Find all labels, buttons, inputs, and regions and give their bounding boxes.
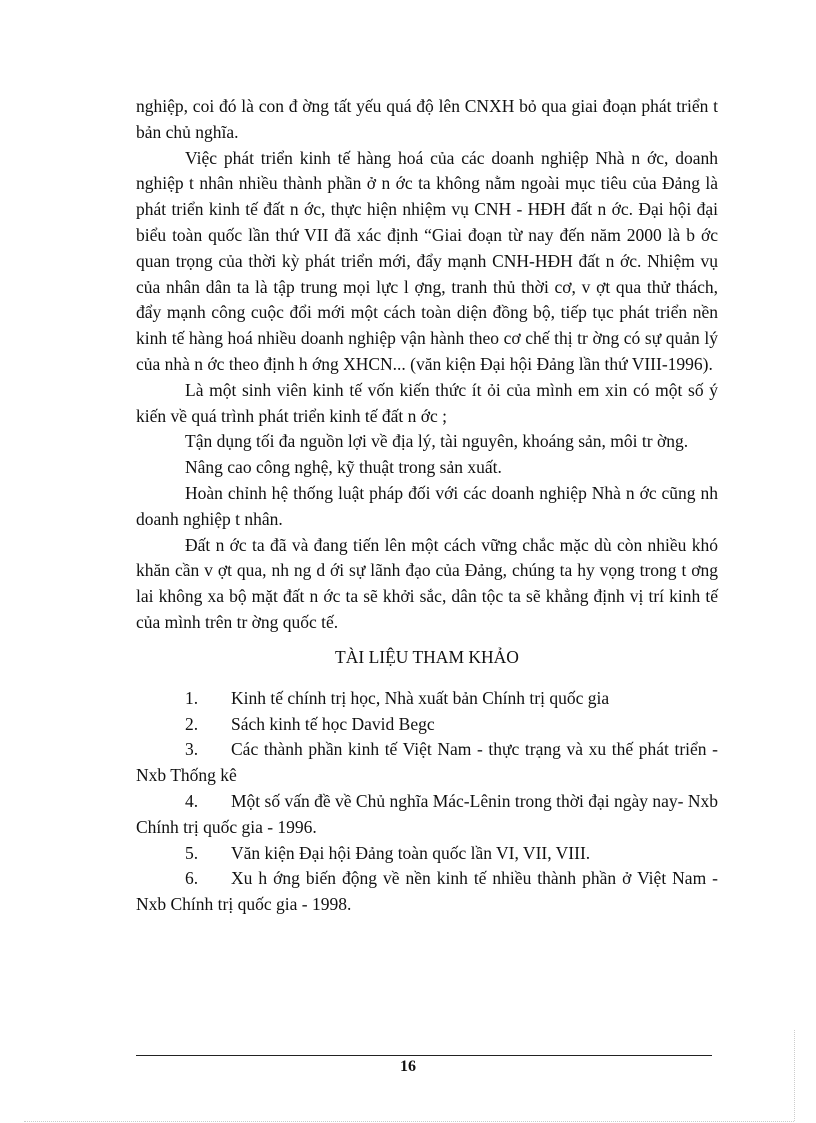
reference-number: 1. (185, 687, 199, 708)
reference-item (136, 789, 718, 841)
paragraph: Đất n ớc ta đã và đang tiến lên một cách vững chắc mặc dù còn nhiều khó khăn cần v ợt qua, nh ng d ới sự lãnh đạo của Đảng, chúng ta hy vọng trong t ơng lai không xa bộ mặt đất n ớc ta sẽ khởi sắc, dân tộc ta sẽ khẳng định vị trí kinh tế của mình trên tr ờng quốc tế. (136, 534, 718, 632)
document-body (136, 94, 718, 918)
reference-item (136, 712, 718, 738)
page-edge-border (794, 1030, 795, 1121)
reference-number: 2. (185, 713, 199, 734)
page-number: 16 (400, 1058, 416, 1075)
paragraph: Hoàn chỉnh hệ thống luật pháp đối với các doanh nghiệp Nhà n ớc cũng nh doanh nghiệp t nhân. (136, 482, 718, 529)
reference-text: Văn kiện Đại hội Đảng toàn quốc lần VI, VII, VIII. (231, 842, 591, 863)
reference-item (136, 686, 718, 712)
footer-divider (136, 1055, 712, 1056)
paragraph-continuation: nghiệp, coi đó là con đ ờng tất yếu quá độ lên CNXH bỏ qua giai đoạn phát triển t bản chủ nghĩa. (136, 96, 718, 142)
paragraph: Việc phát triển kinh tế hàng hoá của các doanh nghiệp Nhà n ớc, doanh nghiệp t nhân nhiều thành phần ở n ớc ta không nằm ngoài mục tiêu của Đảng là phát triển kinh tế đất n ớc, thực hiện nhiệm vụ CNH - HĐH đất n ớc. Đại hội đại biểu toàn quốc lần thứ VII đã xác định “Giai đoạn từ nay đến năm 2000 là b ớc quan trọng của thời kỳ phát triển mới, đẩy mạnh CNH-HĐH đất n ớc. Nhiệm vụ của nhân dân ta là tập trung mọi lực l ợng, tranh thủ thời cơ, v ợt qua thử thách, đẩy mạnh công cuộc đổi mới một cách toàn diện đồng bộ, tiếp tục phát triển nền kinh tế hàng hoá nhiều doanh nghiệp vận hành theo cơ chế thị tr ờng có sự quản lý của nhà n ớc theo định h ớng XHCN... (văn kiện Đại hội Đảng lần thứ VIII-1996). (136, 147, 718, 374)
page-edge-border (24, 1121, 794, 1122)
reference-number: 5. (185, 842, 199, 863)
reference-text: Kinh tế chính trị học, Nhà xuất bản Chính trị quốc gia (231, 687, 610, 708)
references-list (136, 686, 718, 918)
reference-text: Xu h ớng biến động về nền kinh tế nhiều thành phần ở Việt Nam - Nxb Chính trị quốc gia - 1998. (136, 868, 718, 915)
reference-item (136, 841, 718, 867)
reference-number: 6. (185, 868, 199, 889)
reference-text: Sách kinh tế học David Begc (231, 713, 435, 734)
reference-number: 3. (185, 739, 199, 760)
paragraph: Là một sinh viên kinh tế vốn kiến thức ít ỏi của mình em xin có một số ý kiến về quá trình phát triển kinh tế đất n ớc ; (136, 379, 718, 426)
references-heading: TÀI LIỆU THAM KHẢO (335, 646, 519, 667)
reference-item (136, 866, 718, 918)
reference-item (136, 737, 718, 789)
reference-text: Một số vấn đề về Chủ nghĩa Mác-Lênin trong thời đại ngày nay- Nxb Chính trị quốc gia - 1996. (136, 790, 719, 837)
paragraph: Tận dụng tối đa nguồn lợi về địa lý, tài nguyên, khoáng sản, môi tr ờng. (185, 431, 689, 452)
paragraph: Nâng cao công nghệ, kỹ thuật trong sản xuất. (185, 457, 502, 478)
reference-text: Các thành phần kinh tế Việt Nam - thực trạng và xu thế phát triển - Nxb Thống kê (136, 739, 718, 786)
reference-number: 4. (185, 790, 199, 811)
